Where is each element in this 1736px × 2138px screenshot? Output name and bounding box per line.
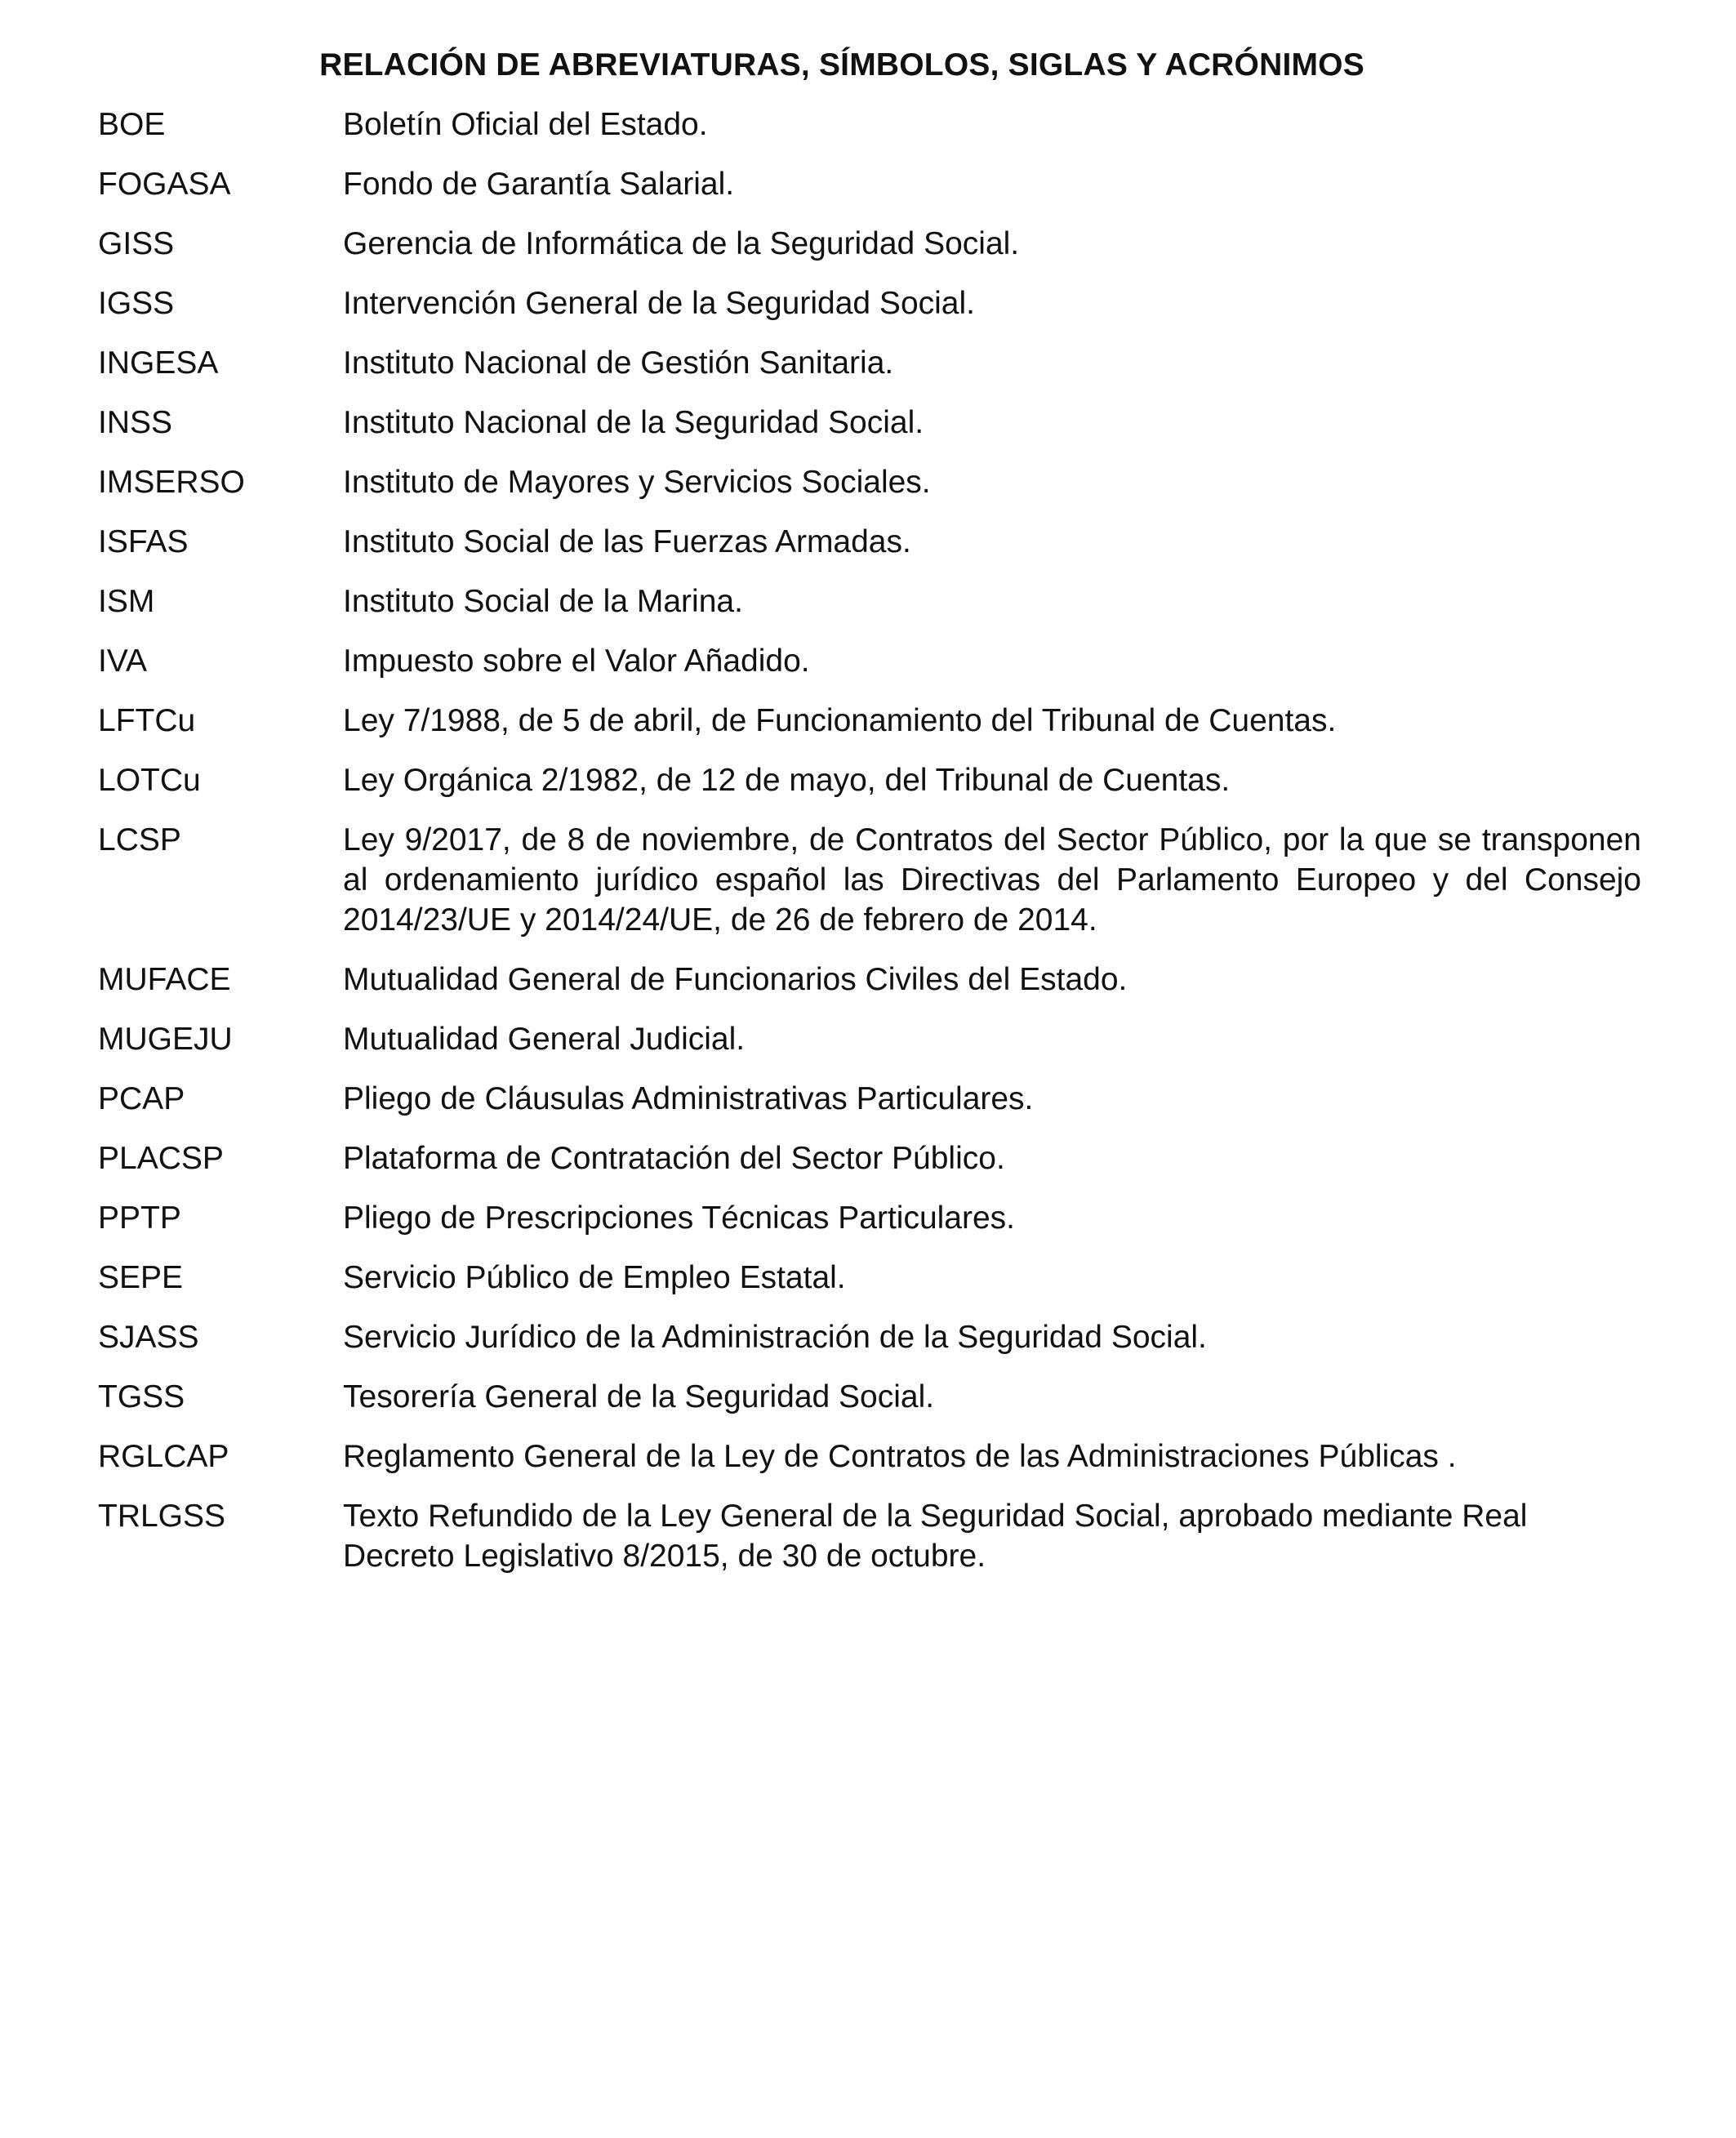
list-item: [98, 522, 1641, 562]
definition: Reglamento General de la Ley de Contratos de las Administraciones Públicas .: [343, 1439, 1457, 1474]
list-item: [98, 1317, 1641, 1357]
abbreviation: ISFAS: [98, 524, 189, 559]
definition: Pliego de Cláusulas Administrativas Particulares.: [343, 1081, 1034, 1116]
list-item: [98, 641, 1641, 681]
definition: Plataforma de Contratación del Sector Público.: [343, 1141, 1005, 1176]
definition: Instituto Nacional de Gestión Sanitaria.: [343, 345, 894, 381]
abbreviation: PCAP: [98, 1081, 185, 1116]
abbreviation: GISS: [98, 226, 175, 261]
definition: Intervención General de la Seguridad Social.: [343, 286, 975, 321]
list-item: [98, 343, 1641, 383]
abbreviation: PLACSP: [98, 1141, 224, 1176]
list-item: [98, 1496, 1641, 1576]
abbreviation: TGSS: [98, 1379, 185, 1414]
list-item: [98, 960, 1641, 1000]
list-item: [98, 1138, 1641, 1178]
definition: Instituto Social de la Marina.: [343, 584, 743, 619]
abbreviation: IGSS: [98, 286, 175, 321]
abbreviation: RGLCAP: [98, 1439, 229, 1474]
abbreviation: FOGASA: [98, 167, 231, 202]
definition: Ley Orgánica 2/1982, de 12 de mayo, del Tribunal de Cuentas.: [343, 763, 1231, 798]
list-item: [98, 1019, 1641, 1059]
definition: Servicio Público de Empleo Estatal.: [343, 1260, 846, 1295]
abbreviation: MUGEJU: [98, 1022, 233, 1057]
abbreviation: INGESA: [98, 345, 219, 381]
list-item: [98, 820, 1641, 940]
abbreviation: MUFACE: [98, 962, 231, 997]
definition: Ley 9/2017, de 8 de noviembre, de Contratos del Sector Público, por la que se transponen al ordenamiento jurídico español las Directivas del Parlamento Europeo y del Consejo 2014/23/UE y 2014/24/UE, de 26 de febrero de 2014.: [343, 822, 1641, 938]
abbreviation: INSS: [98, 405, 173, 440]
definition: Impuesto sobre el Valor Añadido.: [343, 644, 810, 679]
abbreviation: LOTCu: [98, 763, 201, 798]
list-item: [98, 462, 1641, 502]
definition: Instituto Social de las Fuerzas Armadas.: [343, 524, 911, 559]
list-item: [98, 1436, 1641, 1477]
definition: Tesorería General de la Seguridad Social.: [343, 1379, 935, 1414]
definition: Instituto de Mayores y Servicios Sociales.: [343, 465, 931, 500]
abbreviation: SEPE: [98, 1260, 184, 1295]
definition: Fondo de Garantía Salarial.: [343, 167, 735, 202]
abbreviation: IMSERSO: [98, 465, 245, 500]
definition: Mutualidad General de Funcionarios Civiles del Estado.: [343, 962, 1128, 997]
abbreviation-list: [98, 105, 1641, 1596]
list-item: [98, 1079, 1641, 1119]
definition: Mutualidad General Judicial.: [343, 1022, 746, 1057]
definition: Pliego de Prescripciones Técnicas Particulares.: [343, 1200, 1015, 1236]
list-item: [98, 1198, 1641, 1238]
abbreviation: TRLGSS: [98, 1499, 226, 1534]
abbreviation: LFTCu: [98, 703, 196, 738]
list-item: [98, 701, 1641, 741]
definition: Ley 7/1988, de 5 de abril, de Funcionamiento del Tribunal de Cuentas.: [343, 703, 1337, 738]
abbreviation: PPTP: [98, 1200, 181, 1236]
list-item: [98, 1258, 1641, 1298]
list-item: [98, 105, 1641, 145]
abbreviation: IVA: [98, 644, 147, 679]
list-item: [98, 760, 1641, 800]
list-item: [98, 581, 1641, 621]
definition: Instituto Nacional de la Seguridad Social.: [343, 405, 924, 440]
list-item: [98, 224, 1641, 264]
definition: Texto Refundido de la Ley General de la Seguridad Social, aprobado mediante Real Decreto Legislativo 8/2015, de 30 de octubre.: [343, 1499, 1528, 1574]
list-item: [98, 283, 1641, 323]
definition: Servicio Jurídico de la Administración de la Seguridad Social.: [343, 1320, 1207, 1355]
list-item: [98, 164, 1641, 204]
abbreviation: BOE: [98, 107, 166, 142]
list-item: [98, 1377, 1641, 1417]
abbreviation: LCSP: [98, 822, 181, 857]
definition: Gerencia de Informática de la Seguridad Social.: [343, 226, 1020, 261]
abbreviation: SJASS: [98, 1320, 199, 1355]
abbreviation: ISM: [98, 584, 155, 619]
page-title: RELACIÓN DE ABREVIATURAS, SÍMBOLOS, SIGLAS Y ACRÓNIMOS: [319, 47, 1364, 82]
definition: Boletín Oficial del Estado.: [343, 107, 708, 142]
list-item: [98, 403, 1641, 443]
